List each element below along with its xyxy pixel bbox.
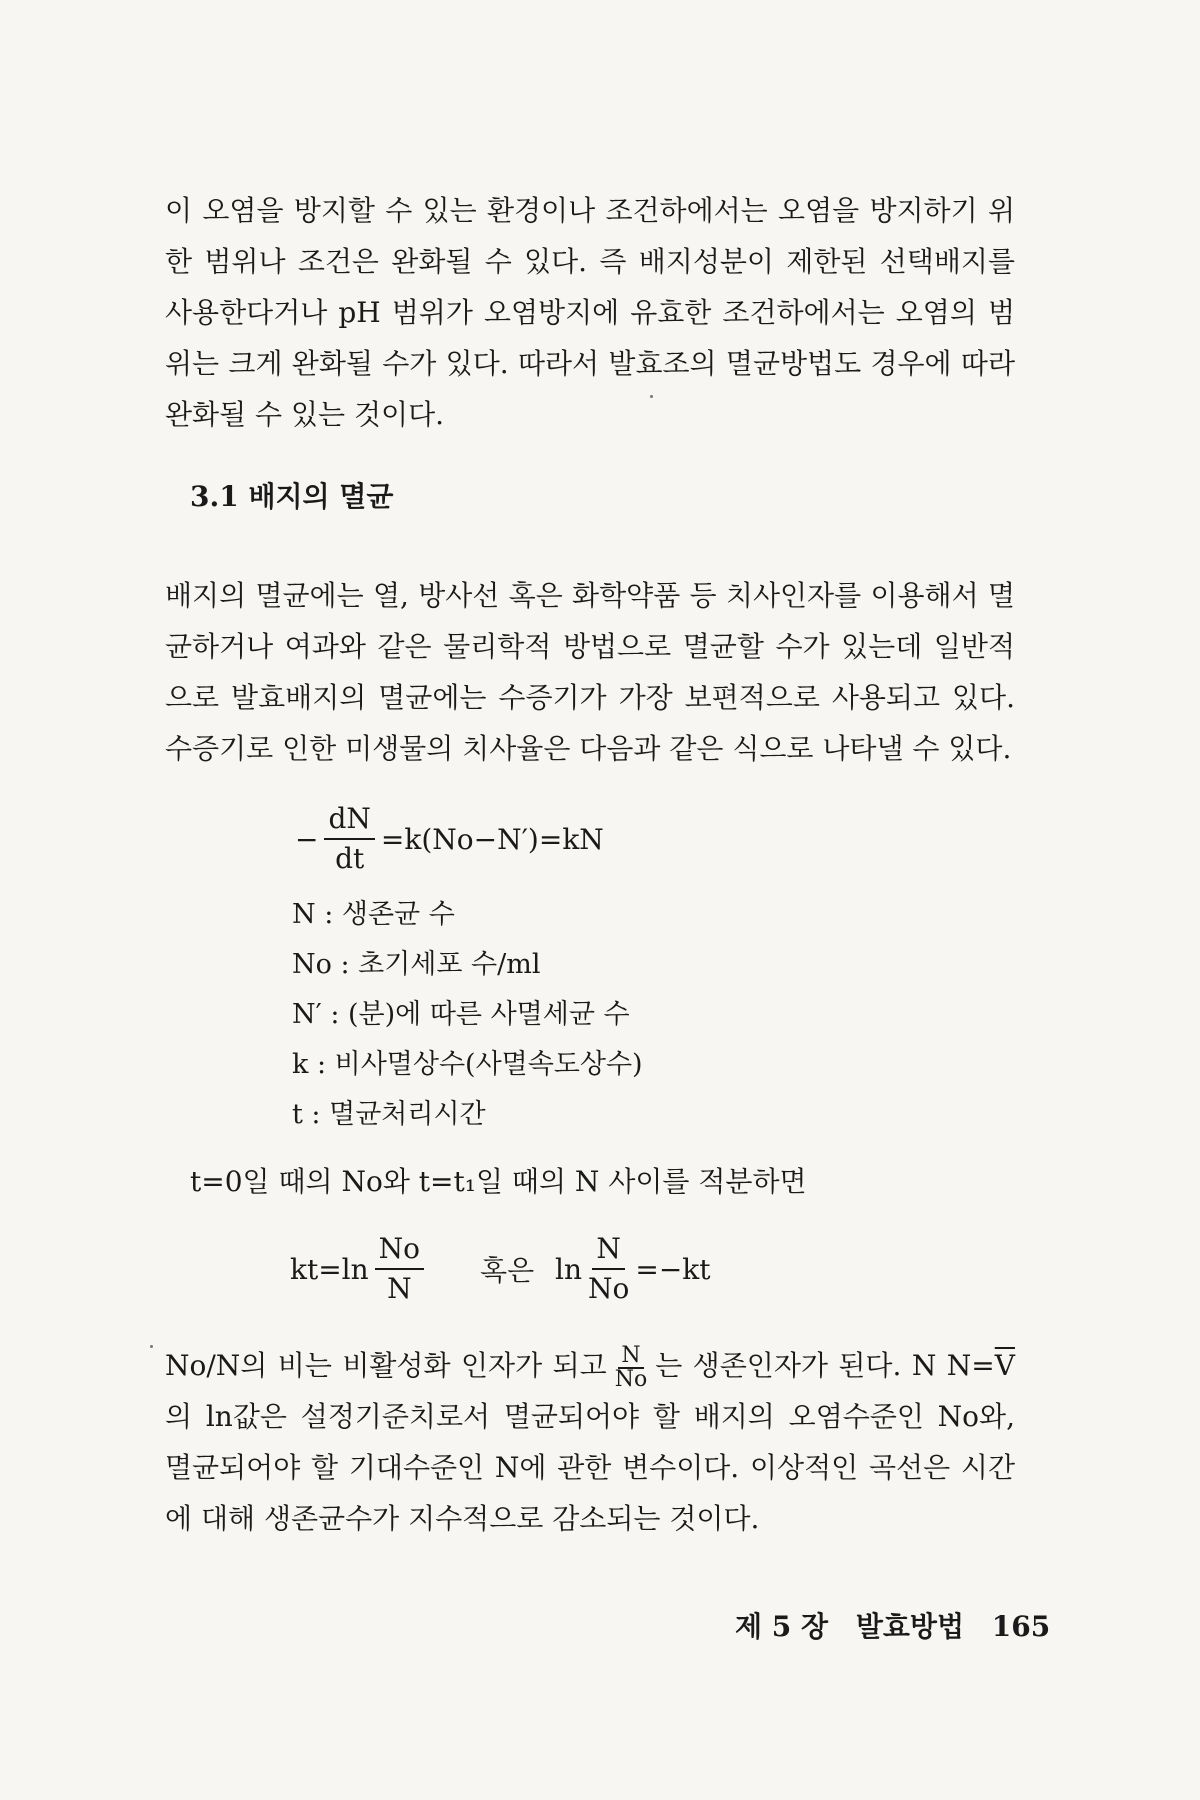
variable-definition-item: No : 초기세포 수/ml xyxy=(292,949,541,980)
section-heading: 3.1 배지의 멸균 xyxy=(190,480,394,513)
equation-rhs: =−kt xyxy=(635,1252,711,1286)
variable-definition-item: N′ : (분)에 따른 사멸세균 수 xyxy=(292,999,630,1030)
fraction-numerator: No xyxy=(375,1230,424,1270)
n-over-no-fraction xyxy=(588,1230,629,1308)
fraction-denominator: dt xyxy=(335,842,365,875)
no-over-n-fraction xyxy=(375,1230,424,1308)
fraction-numerator: N xyxy=(592,1230,625,1270)
page-footer xyxy=(735,1605,1068,1645)
scan-speck xyxy=(650,395,653,398)
variable-definition-item: t : 멸균처리시간 xyxy=(292,1099,486,1130)
chapter-title: 발효방법 xyxy=(855,1610,965,1643)
dn-dt-fraction xyxy=(324,800,374,878)
paragraph-contamination-conditions: 이 오염을 방지할 수 있는 환경이나 조건하에서는 오염을 방지하기 위한 범위나 조건은 완화될 수 있다. 즉 배지성분이 제한된 선택배지를 사용한다거나 pH 범위가 오염방지에 유효한 조건하에서는 오염의 범위는 크게 완화될 수가 있다. 따라서 발효조의 멸균방법도 경우에 따라 완화될 수 있는 것이다. xyxy=(165,194,1015,431)
v-bar-symbol: $\overline{V}$ xyxy=(994,1349,1015,1382)
equation-rhs: =k(No−N′)=kN xyxy=(380,822,604,856)
fraction-denominator: No xyxy=(588,1272,630,1305)
inline-n-over-no-fraction xyxy=(614,1342,648,1392)
equation-connector: 혹은 xyxy=(480,1254,535,1287)
death-rate-equation xyxy=(295,800,604,878)
equation-minus-sign: − xyxy=(295,822,319,856)
variable-definitions xyxy=(292,890,643,1140)
variable-definition-item: N : 생존균 수 xyxy=(292,899,455,930)
paragraph-survival-ratio xyxy=(165,1340,1015,1544)
variable-definition-item: k : 비사멸상수(사멸속도상수) xyxy=(292,1049,643,1080)
page-number: 165 xyxy=(991,1610,1051,1643)
fraction-numerator: dN xyxy=(324,800,374,840)
integration-sentence: t=0일 때의 No와 t=t₁일 때의 N 사이를 적분하면 xyxy=(190,1165,807,1198)
scan-speck xyxy=(150,1345,153,1348)
fraction-numerator: N xyxy=(618,1345,643,1369)
fraction-denominator: No xyxy=(614,1366,648,1392)
integrated-equation-kt xyxy=(290,1230,534,1308)
paragraph-medium-sterilization: 배지의 멸균에는 열, 방사선 혹은 화학약품 등 치사인자를 이용해서 멸균하거나 여과와 같은 물리학적 방법으로 멸균할 수가 있는데 일반적으로 발효배지의 멸균에는 수증기가 가장 보편적으로 사용되고 있다. 수증기로 인한 미생물의 치사율은 다음과 같은 식으로 나타낼 수 있다. xyxy=(165,579,1015,765)
paragraph-text-end: 의 ln값은 설정기준치로서 멸균되어야 할 배지의 오염수준인 No와, 멸균되어야 할 기대수준인 N에 관한 변수이다. 이상적인 곡선은 시간에 대해 생존균수가 지수적으로 감소되는 것이다. xyxy=(165,1400,1015,1535)
integrated-equation-ln xyxy=(555,1230,711,1308)
paragraph-text-nv: N= xyxy=(946,1349,995,1382)
chapter-label: 제 5 장 xyxy=(735,1610,829,1643)
equation-lhs: kt=ln xyxy=(290,1252,369,1286)
paragraph-text-start: No/N의 비는 비활성화 인자가 되고 xyxy=(165,1349,607,1382)
equation-lhs: ln xyxy=(555,1252,582,1286)
paragraph-text-mid: 는 생존인자가 된다. N xyxy=(655,1349,937,1382)
fraction-denominator: N xyxy=(387,1272,412,1305)
